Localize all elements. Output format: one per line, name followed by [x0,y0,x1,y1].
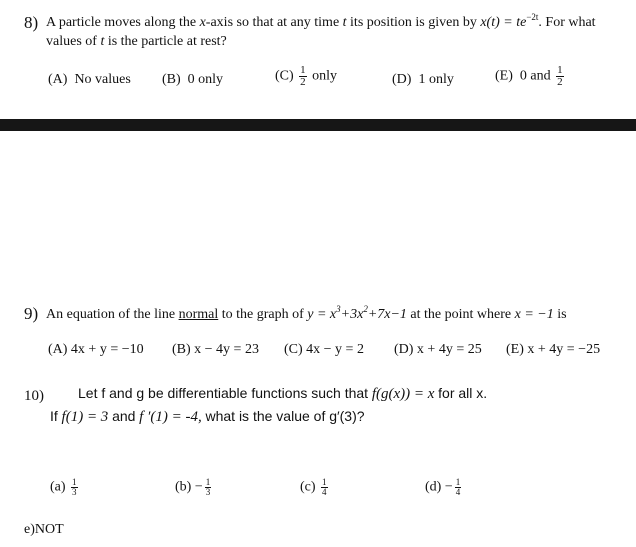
section-divider [0,119,636,131]
q9-number: 9) [24,304,39,323]
q9-choice-b: (B) x − 4y = 23 [172,342,259,357]
q10-choice-c: (c) $\frac{1}{4}$ [300,477,327,497]
q8-number: 8) [24,13,39,32]
q10-choice-a: (a) $\frac{1}{3}$ [50,477,77,497]
q9-stem: An equation of the line normal to the graph of $y = x^3+3x^2+7x-1$ at the point where x = −1 is [46,304,567,322]
q10-number: 10) [24,388,44,404]
q10-choice-b: (b) − $\frac{1}{3}$ [175,477,211,497]
q9-choice-e: (E) x + 4y = −25 [506,342,601,357]
q8-choice-a: (A) No values [48,72,131,87]
q8-choice-d: (D) 1 only [392,72,454,87]
q8-e-fraction: $\frac{1}{2}$ [557,64,563,88]
q8-choice-b: (B) 0 only [162,72,224,87]
q9-normal-underlined: normal [178,307,219,322]
q10-extra-note: e)NOT [24,522,64,537]
q9-equation: $y = x^3+3x^2+7x-1$ [307,304,407,322]
q9-choice-c: (C) 4x − y = 2 [284,342,364,357]
q10-stem-line1: Let f and g be differentiable functions such that f(g(x)) = x for all x. [78,385,488,402]
q8-choice-c: (C) $\frac{1}{2}$ only [275,64,338,88]
q8-stem-line1: A particle moves along the x-axis so that at any time t its position is given by $x(t) = te^{-2t}$. For what [46,12,596,30]
q9-choice-a: (A) 4x + y = −10 [48,342,144,357]
q8-formula: x(t) = te [480,15,527,30]
q8-stem-line2: values of t is the particle at rest? [46,34,227,49]
q8-choice-e: (E) 0 and $\frac{1}{2}$ [495,64,563,88]
q10-stem-line2: If f(1) = 3 and f ′(1) = -4, what is the value of g′(3)? [50,408,365,425]
q10-choice-d: (d) − $\frac{1}{4}$ [425,477,461,497]
q8-c-fraction: $\frac{1}{2}$ [300,64,306,88]
q9-choice-d: (D) x + 4y = 25 [394,342,482,357]
